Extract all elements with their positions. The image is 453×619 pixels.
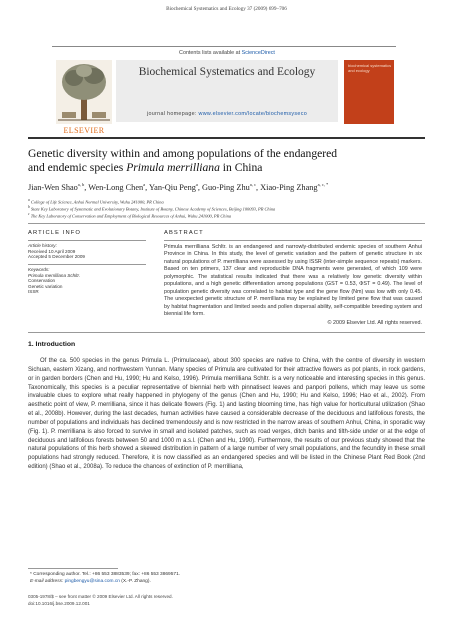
contents-line xyxy=(116,50,338,56)
corresponding-author: * Corresponding author. Tel.: +86 553 3883539; fax: +86 553 3869571. xyxy=(30,572,181,577)
divider xyxy=(28,332,425,333)
elsevier-logo xyxy=(56,60,112,124)
title-line-2-post: in China xyxy=(219,161,263,174)
title-line-1: Genetic diversity within and among populations of the endangered xyxy=(28,147,338,160)
author-sup: a, b xyxy=(77,182,85,187)
article-info-heading: ARTICLE INFO xyxy=(28,230,82,236)
keyword: Conservation xyxy=(28,278,56,284)
title-line-2-pre: and endemic species xyxy=(28,161,127,174)
keyword: ISSR xyxy=(28,289,39,295)
journal-homepage xyxy=(116,111,338,117)
divider xyxy=(28,240,146,241)
article-title xyxy=(28,147,428,175)
keywords: Keywords: Primula merrilliana Schltr. Conservation Genetic variation ISSR xyxy=(28,267,81,295)
footnote-rule xyxy=(28,568,118,569)
cover-text: biochemical systematics and ecology xyxy=(348,63,392,73)
introduction-paragraph: Of the ca. 500 species in the genus Primula L. (Primulaceae), about 300 species are native to China, with the centre of diversity in western Sichuan, eastern Xizang, and northwestern Yunnan. Many species of Primula are cultivated for their attractive flowers as pot plants, in rock gardens, or in garden borders (Chen and Hu, 1990; Hu and Kelso, 1996). Primula merrilliana Schltr. is a very noticeable and interesting species in this genus. Taxonomically, this species is a peculiar representative of biennial herb with pinnatisect leaves and panpori pollens, which may leave us some invaluable clues to explore what really happened in phylogeny of the genus (Chen and Hu, 1990; Hu and Kelso, 1996; Hao et al., 2002). From aesthetic point of view, P. merrilliana, since it has delicate flowers (Fig. 1) and lasting blooming time, has high value for horticultural utilization (Shao et al., 2008b). However, during the last decades, human activities have caused a considerable decrease of the deciduous and latifolious forests, the number of populations and individuals has declined tremendously and is now restricted in the narrow areas of southern Anhui, China, in sporadic way (Fig. 1). P. merrilliana is also forced to survive in small and isolated patches, such as road verges, ditch banks and tilth-side under or at the edge of deciduous and latifolious forests between 50 and 1000 m a.s.l. (Chen and Hu, 1990). Furthermore, the results of our previous study showed that the natural populations of this herb showed a skewed distribution in pattern of a large number of very small populations, and the fecundity in these small populations had strongly reduced. Therefore, it is now classified as an endangered species and will be listed in the Chinese Plant Red Book (2nd edition) (Shao et al., 2008a). To reduce the chances of extinction of P. merrilliana, xyxy=(28,358,425,471)
divider xyxy=(28,223,425,224)
abstract-copyright: © 2009 Elsevier Ltd. All rights reserved. xyxy=(327,320,422,326)
affiliation: $^c$ The Key Laboratory of Conservation and Employment of Biological Resources of Anhui, Wuhu 241000, PR China xyxy=(28,212,232,219)
journal-reference: Biochemical Systematics and Ecology 37 (2009) 699–706 xyxy=(166,6,287,12)
author-name: Xiao-Ping Zhang xyxy=(260,182,318,192)
journal-cover xyxy=(344,60,394,124)
article-history: Article history: Received 10 April 2009 Accepted 5 December 2009 xyxy=(28,243,85,260)
author-sup: a xyxy=(143,182,146,187)
title-species: Primula merrilliana xyxy=(126,161,220,174)
author-name: Jian-Wen Shao xyxy=(28,182,78,192)
issn-line: 0305-1978/$ – see front matter © 2009 Elsevier Ltd. All rights reserved. xyxy=(28,594,173,599)
divider xyxy=(28,264,146,265)
author-sup: a xyxy=(195,182,198,187)
homepage-link[interactable]: www.elsevier.com/locate/biochemsyseco xyxy=(198,111,308,117)
author-list: Jian-Wen Shao$^{a, b}$, Wen-Long Chen$^a$, Yan-Qiu Peng$^a$, Guo-Ping Zhu$^{a, c}$, Xiao-Ping Zhang$^{a, c, *}$ xyxy=(28,182,329,192)
section-heading: 1. Introduction xyxy=(28,341,76,348)
abstract-heading: ABSTRACT xyxy=(164,230,204,236)
author-name: Yan-Qiu Peng xyxy=(149,182,196,192)
email-line: E-mail address: pingbengyu@sina.com.cn (X.-P. Zhang). xyxy=(30,579,151,584)
keyword: Genetic variation xyxy=(28,283,63,289)
affiliation: $^a$ College of Life Science, Anhui Normal University, Wuhu 241000, PR China xyxy=(28,198,164,205)
doi-line: doi:10.1016/j.bse.2009.12.001 xyxy=(28,601,90,606)
author-name: Wen-Long Chen xyxy=(88,182,144,192)
header-thick-rule xyxy=(28,137,425,139)
publisher-name: ELSEVIER xyxy=(63,126,105,135)
author-name: Guo-Ping Zhu xyxy=(202,182,250,192)
sciencedirect-link[interactable]: ScienceDirect xyxy=(241,50,275,56)
divider xyxy=(164,240,422,241)
abstract-text: Primula merrilliana Schltr. is an endangered and narrowly-distributed endemic species of southern Anhui Province in China. In this study, the level of genetic variation and the pattern of genetic structure in six natural populations of P. merrilliana were assessed by using ISSR (inter-simple sequence repeats) markers. Based on ten primers, 137 clear and reproducible DNA fragments were generated, of which 109 were polymorphic. The statistical results indicated that there was a relatively low genetic diversity within populations, and a high genetic differentiation among populations (GST = 0.53, ΦST = 0.49). The level of population genetic diversity was correlated to habitat type and the gene flow (Nm) was low with only 0.45. The unexpected genetic structure of P. merrilliana may be explained by limited gene flow that was caused by habitat fragmentation and limited seeds and pollen dispersal ability, self-compatible breeding system and biennial life form. xyxy=(164,244,422,318)
email-link[interactable]: pingbengyu@sina.com.cn xyxy=(64,579,120,584)
author-sup: a, c xyxy=(249,182,257,187)
keyword: Primula merrilliana Schltr. xyxy=(28,272,81,278)
contents-prefix: Contents lists available at xyxy=(179,50,242,56)
header-rule xyxy=(52,46,396,47)
author-sup: a, c, * xyxy=(317,182,329,187)
journal-title: Biochemical Systematics and Ecology xyxy=(138,66,316,78)
affiliation: $^b$ State Key Laboratory of Systematic and Evolutionary Botany, Institute of Botany, Chinese Academy of Sciences, Beijing 100093, PR China xyxy=(28,205,276,212)
homepage-prefix: journal homepage: xyxy=(146,111,199,117)
